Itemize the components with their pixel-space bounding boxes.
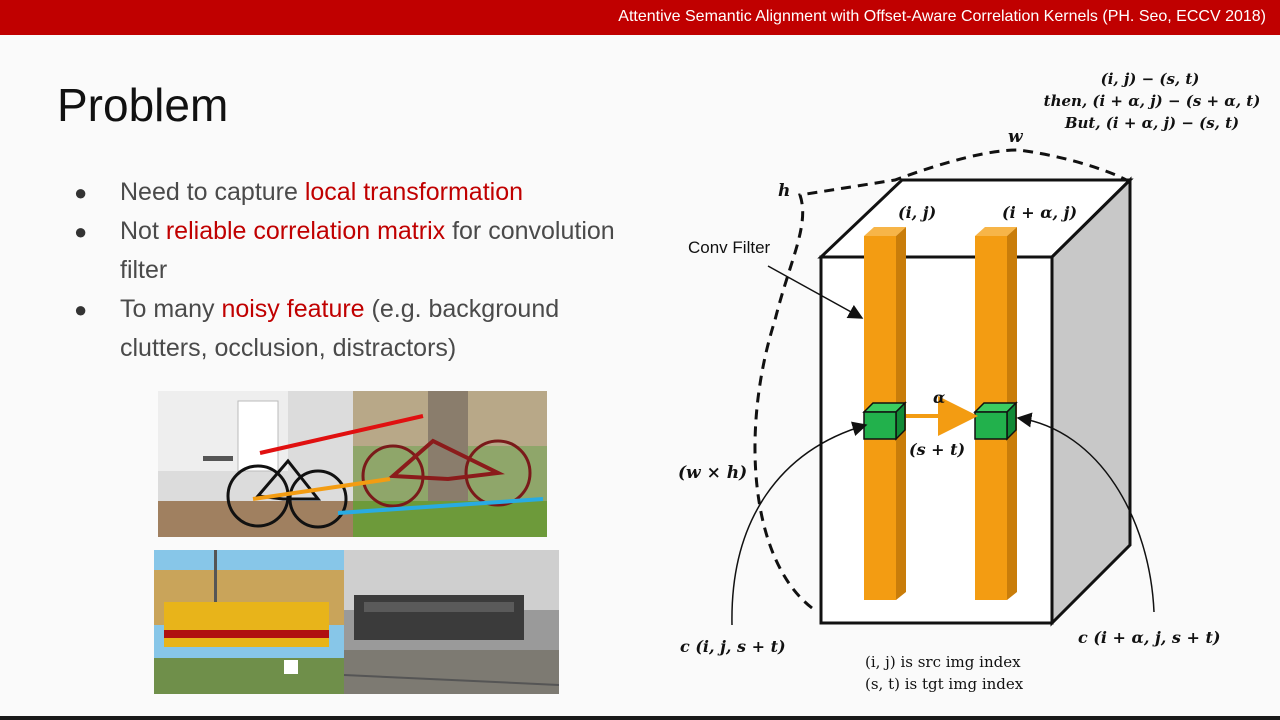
c-right-label: c (i + α, j, s + t) bbox=[1078, 628, 1221, 647]
label-h: h bbox=[778, 181, 791, 201]
note-tgt-index: (s, t) is tgt img index bbox=[865, 675, 1024, 693]
label-ij: (i, j) bbox=[898, 203, 937, 222]
equation-line-3: But, (i + α, j) − (s, t) bbox=[1064, 114, 1240, 132]
slide-title: Problem bbox=[57, 79, 229, 131]
bottom-border bbox=[0, 716, 1280, 720]
conv-filter-label: Conv Filter bbox=[688, 238, 771, 257]
bullet-highlight: noisy feature bbox=[221, 295, 365, 323]
equation-line-2: then, (i + α, j) − (s + α, t) bbox=[1043, 92, 1261, 110]
c-left-label: c (i, j, s + t) bbox=[680, 637, 786, 656]
s-plus-t-label: (s + t) bbox=[909, 440, 966, 459]
cube-side-face bbox=[1052, 180, 1130, 623]
bullet-highlight: reliable correlation matrix bbox=[165, 217, 446, 245]
bullet-dot-icon: ● bbox=[74, 180, 88, 205]
right-green-cube bbox=[975, 412, 1007, 439]
bullet-text: Need to capture bbox=[120, 178, 305, 206]
bullet-highlight: local transformation bbox=[304, 178, 523, 206]
bullet-text: To many bbox=[120, 295, 222, 323]
alpha-label: α bbox=[933, 388, 946, 407]
bullet-text: (e.g. background clutters, occlusion, distractors) bbox=[120, 295, 560, 362]
equation-line-1: (i, j) − (s, t) bbox=[1100, 70, 1200, 88]
bullet-text: Not bbox=[120, 217, 166, 245]
bullet-dot-icon: ● bbox=[74, 297, 88, 322]
label-w: w bbox=[1008, 127, 1023, 147]
label-i-alpha-j: (i + α, j) bbox=[1002, 203, 1078, 222]
bullet-dot-icon: ● bbox=[74, 219, 88, 244]
bullet-text: for convolution filter bbox=[120, 217, 615, 284]
note-src-index: (i, j) is src img index bbox=[865, 653, 1021, 671]
header-title: Attentive Semantic Alignment with Offset-Aware Correlation Kernels (PH. Seo, ECCV 2018) bbox=[618, 8, 1266, 25]
left-green-cube bbox=[864, 412, 896, 439]
w-times-h-label: (w × h) bbox=[678, 463, 748, 483]
